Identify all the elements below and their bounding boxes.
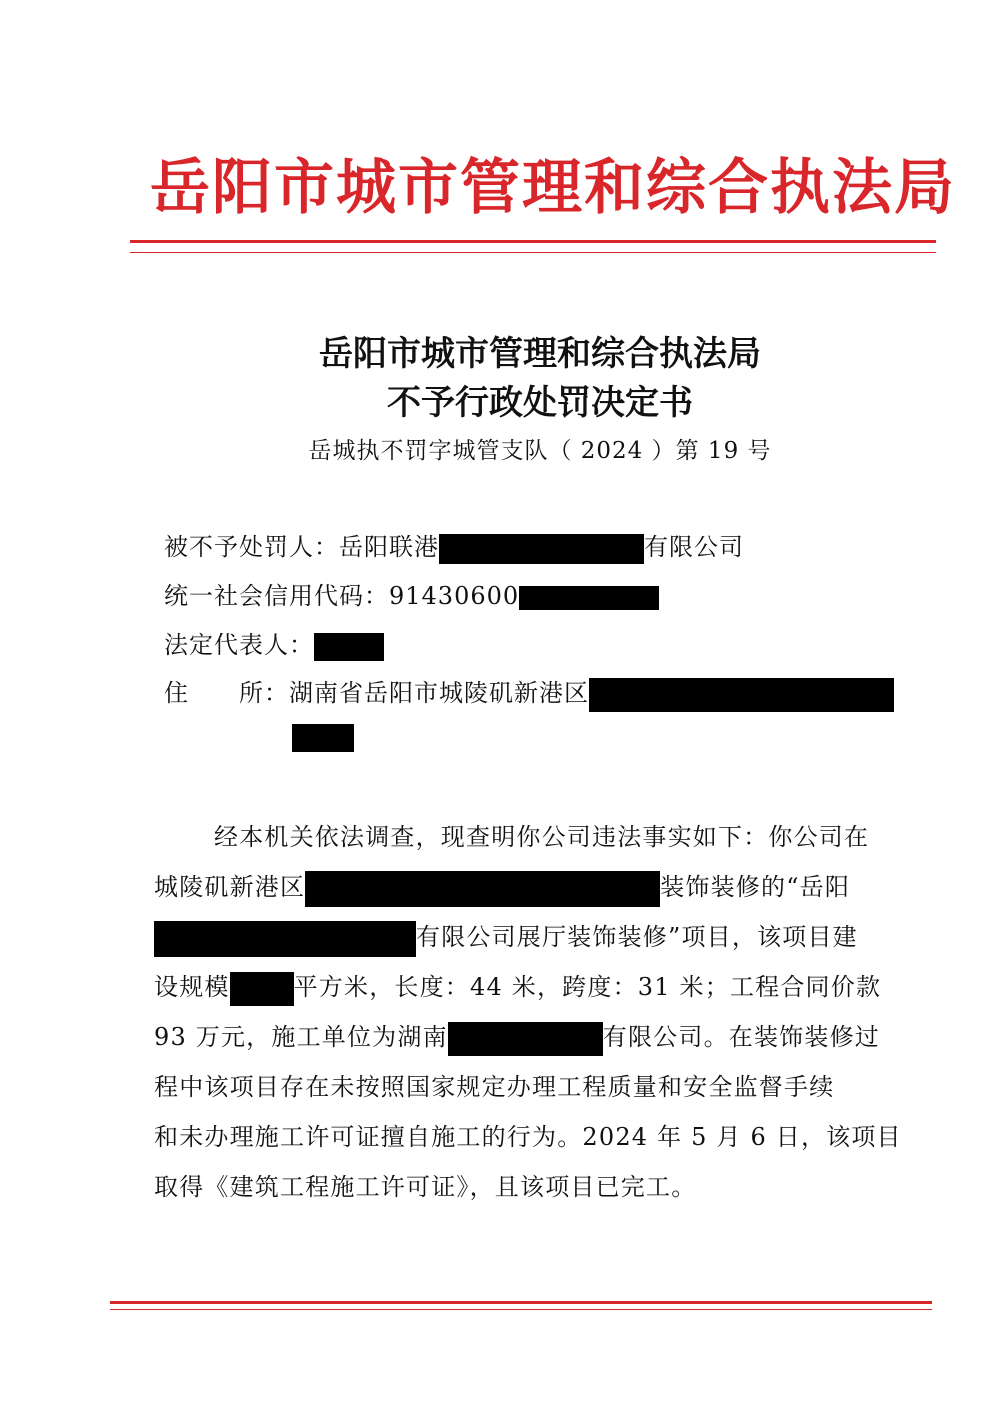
address-field [164, 676, 894, 712]
body-text: 93 万元，施工单位为湖南 [154, 1023, 448, 1051]
redaction-block [519, 586, 659, 610]
footer-rule-thick [110, 1301, 932, 1304]
respondent-prefix: 岳阳联港 [339, 533, 439, 561]
credit-code-field [164, 579, 659, 613]
redaction-block [589, 678, 894, 712]
body-line [154, 962, 914, 1012]
facts-paragraph [154, 812, 914, 1212]
body-line: 和未办理施工许可证擅自施工的行为。2024 年 5 月 6 日，该项目 [154, 1123, 902, 1151]
credit-code-label: 统一社会信用代码： [164, 582, 389, 610]
document-number: 岳城执不罚字城管支队（ 2024 ）第 19 号 [308, 438, 772, 464]
body-text: 设规模 [154, 973, 230, 1001]
body-text: 有限公司。在装饰装修过 [602, 1023, 880, 1051]
header-rule-thick [130, 240, 936, 243]
legal-rep-label: 法定代表人： [164, 631, 314, 659]
header-rule-thin [130, 252, 936, 253]
body-line: 经本机关依法调查，现查明你公司违法事实如下：你公司在 [214, 823, 870, 851]
document-title-line1: 岳阳市城市管理和综合执法局 [319, 334, 761, 374]
address-label: 住 所： [164, 679, 289, 707]
legal-rep-field [164, 628, 384, 662]
document-title-line2: 不予行政处罚决定书 [387, 383, 693, 423]
redaction-block [230, 972, 294, 1006]
body-line [154, 1012, 914, 1062]
body-text: 城陵矶新港区 [154, 873, 306, 901]
respondent-field [164, 530, 744, 564]
respondent-label: 被不予处罚人： [164, 533, 339, 561]
redaction-block [305, 871, 660, 907]
address-redaction-line2 [292, 724, 354, 752]
body-line [154, 912, 914, 962]
body-text: 平方米，长度：44 米，跨度：31 米；工程合同价款 [293, 973, 882, 1001]
redaction-block [439, 534, 644, 564]
body-text: 有限公司展厅装饰装修”项目，该项目建 [416, 923, 858, 951]
footer-rule-thin [110, 1309, 932, 1310]
body-line: 程中该项目存在未按照国家规定办理工程质量和安全监督手续 [154, 1073, 835, 1101]
body-line [154, 862, 914, 912]
credit-code-visible: 91430600 [389, 582, 520, 610]
body-line: 取得《建筑工程施工许可证》，且该项目已完工。 [154, 1173, 697, 1201]
address-visible: 湖南省岳阳市城陵矶新港区 [289, 679, 589, 707]
body-text: 装饰装修的“岳阳 [660, 873, 851, 901]
redaction-block [314, 633, 384, 661]
agency-header: 岳阳市城市管理和综合执法局 [150, 153, 956, 223]
redaction-block [448, 1022, 603, 1056]
redaction-block [154, 921, 416, 957]
respondent-suffix: 有限公司 [644, 533, 744, 561]
